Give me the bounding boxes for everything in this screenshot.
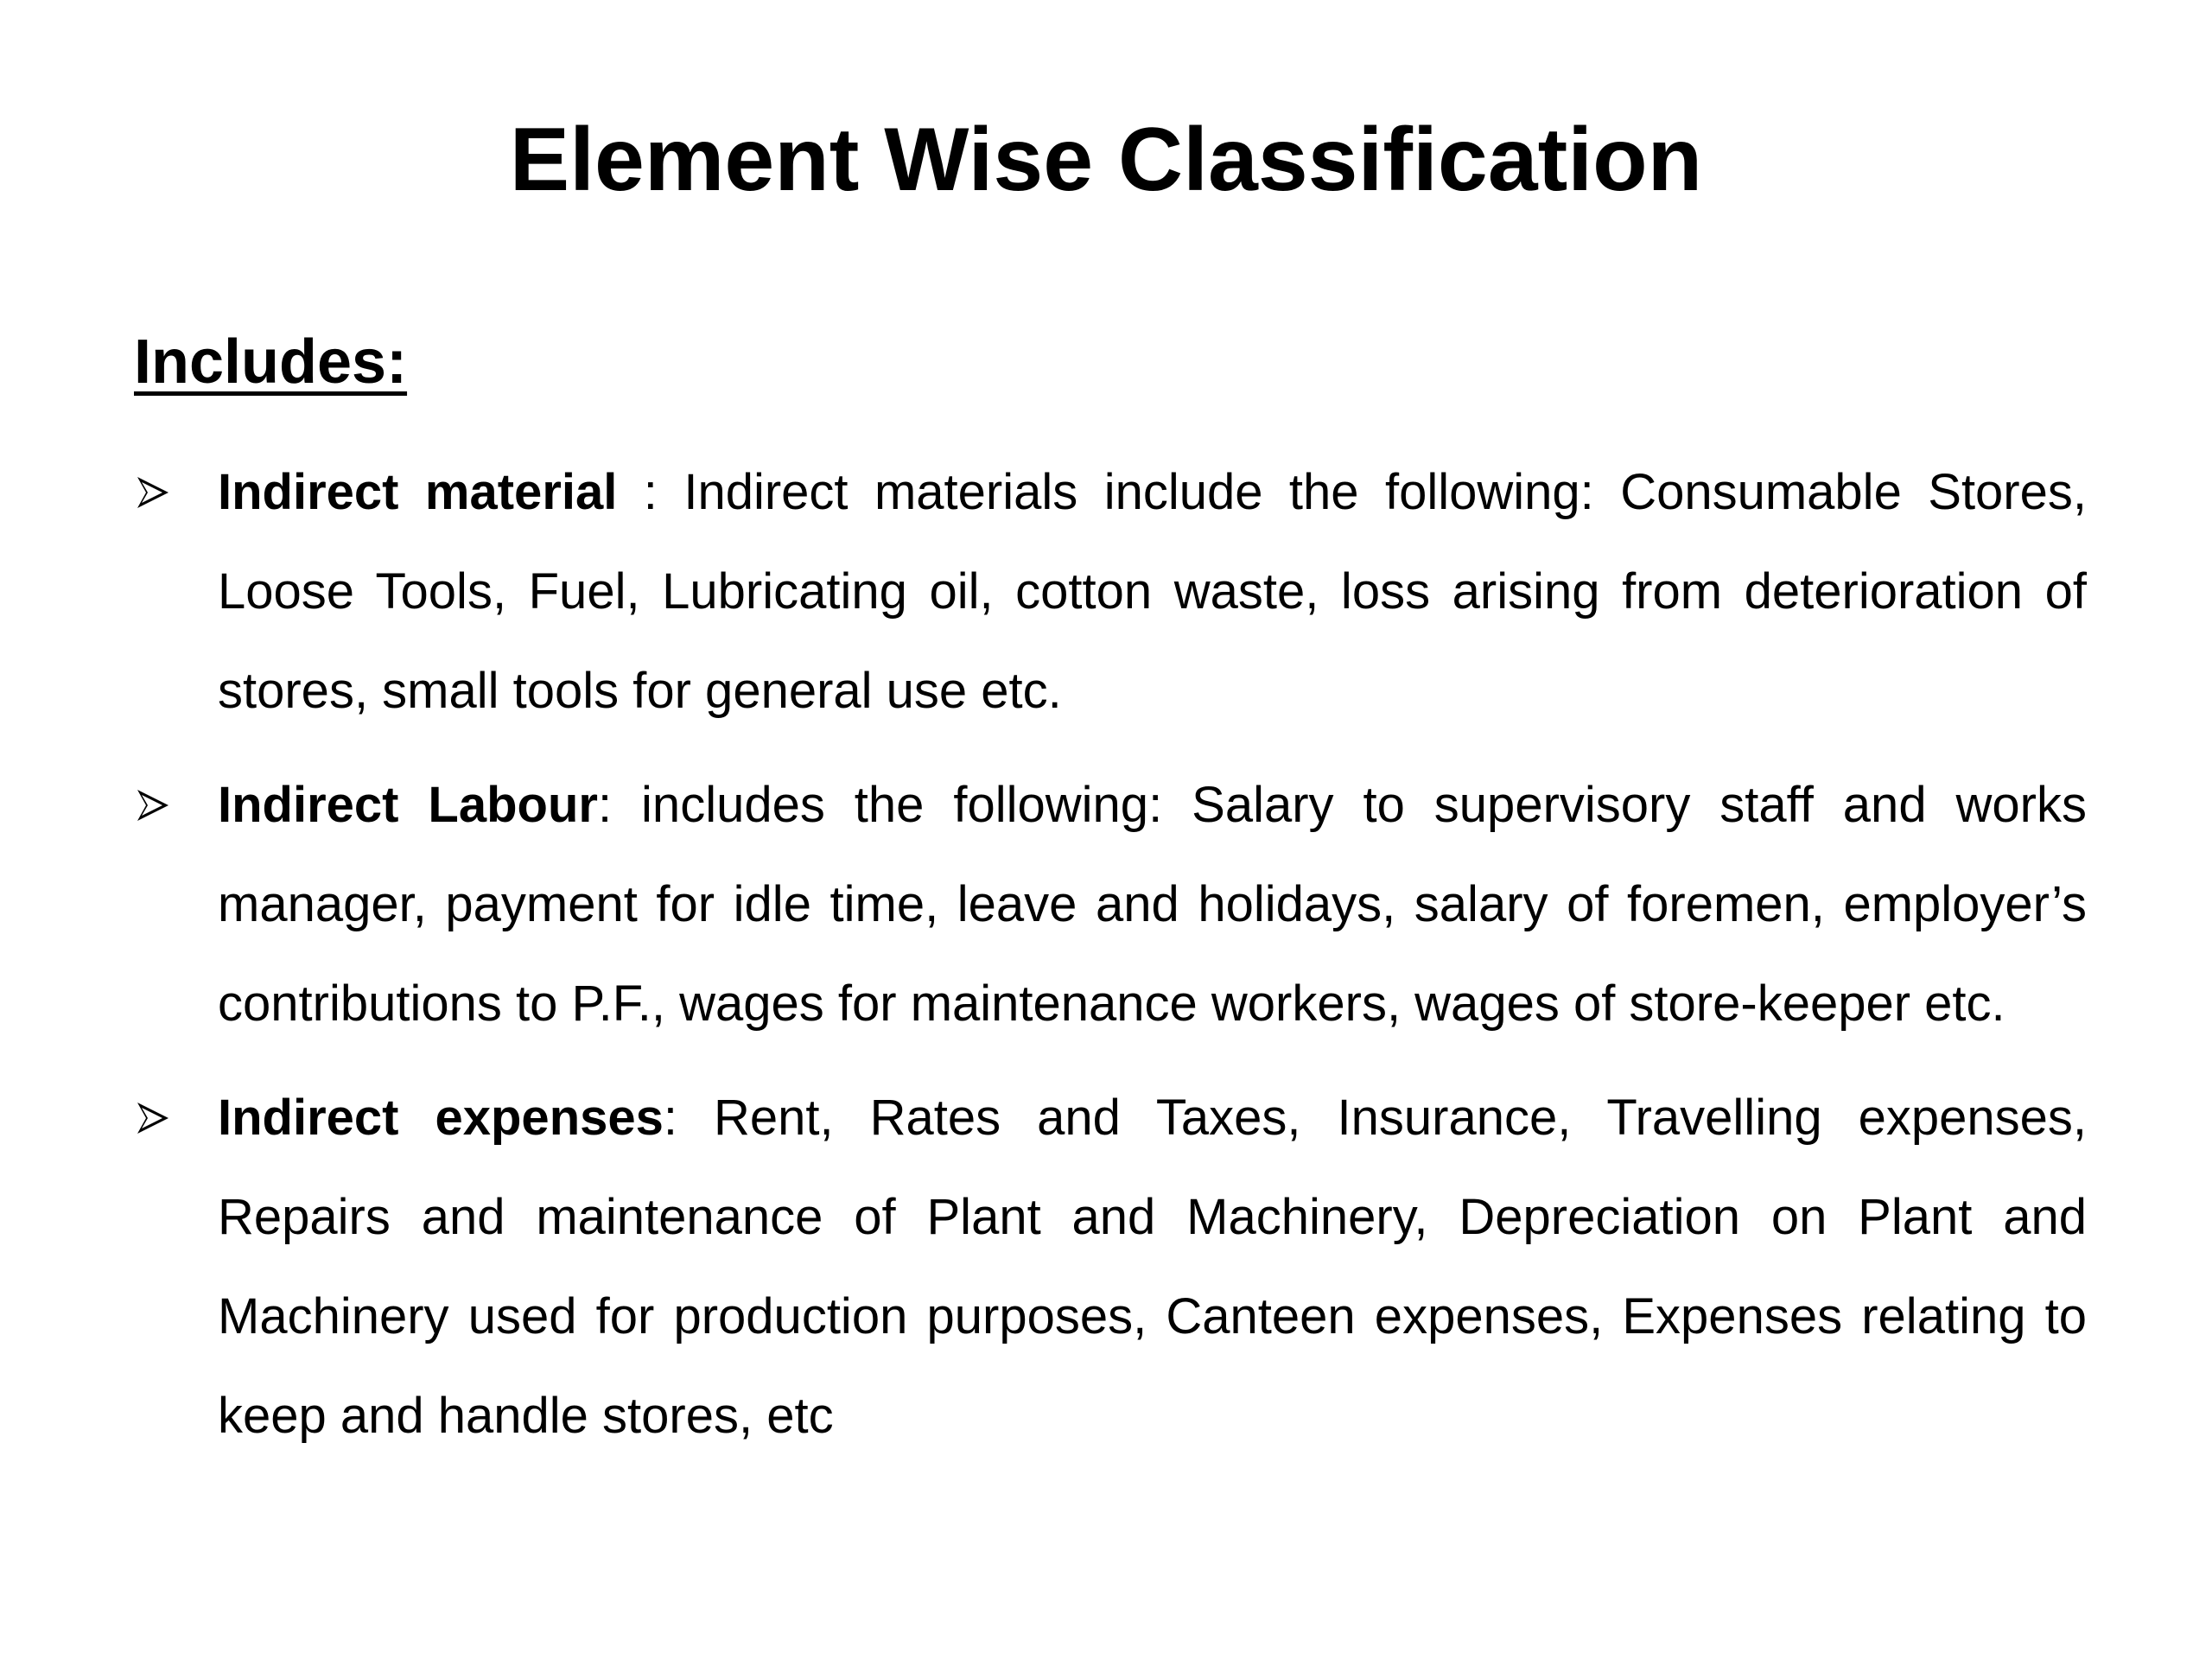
bullet-text: : includes the following: Salary to supervisory staff and works manager, payment for idle time, leave and holidays, salary of foremen, employer’s contributions to P.F., wages for maintenance workers, wages of store-keeper etc. xyxy=(218,777,2087,1032)
includes-heading: Includes: xyxy=(134,327,408,397)
arrowhead-bullet-icon xyxy=(136,755,174,855)
arrowhead-bullet-icon xyxy=(136,1068,174,1167)
slide-title: Element Wise Classification xyxy=(509,110,1703,210)
arrowhead-bullet-icon xyxy=(136,442,174,542)
bullet-text: : Indirect materials include the following: Consumable Stores, Loose Tools, Fuel, Lubricating oil, cotton waste, loss arising from deterioration of stores, small tools for general use etc. xyxy=(218,464,2087,719)
bullet-item-indirect-material xyxy=(134,442,2087,741)
bullet-term: Indirect expenses xyxy=(218,1090,664,1146)
bullet-term: Indirect material xyxy=(218,464,618,520)
bullet-item-indirect-expenses xyxy=(134,1068,2087,1465)
bullet-term: Indirect Labour xyxy=(218,777,598,833)
bullet-item-indirect-labour xyxy=(134,755,2087,1053)
bullet-text: : Rent, Rates and Taxes, Insurance, Travelling expenses, Repairs and maintenance of Plant and Machinery, Depreciation on Plant and Machinery used for production purposes, Canteen expenses, Expenses relating to keep and handle stores, etc xyxy=(218,1090,2087,1444)
bullet-list xyxy=(134,442,2087,1480)
